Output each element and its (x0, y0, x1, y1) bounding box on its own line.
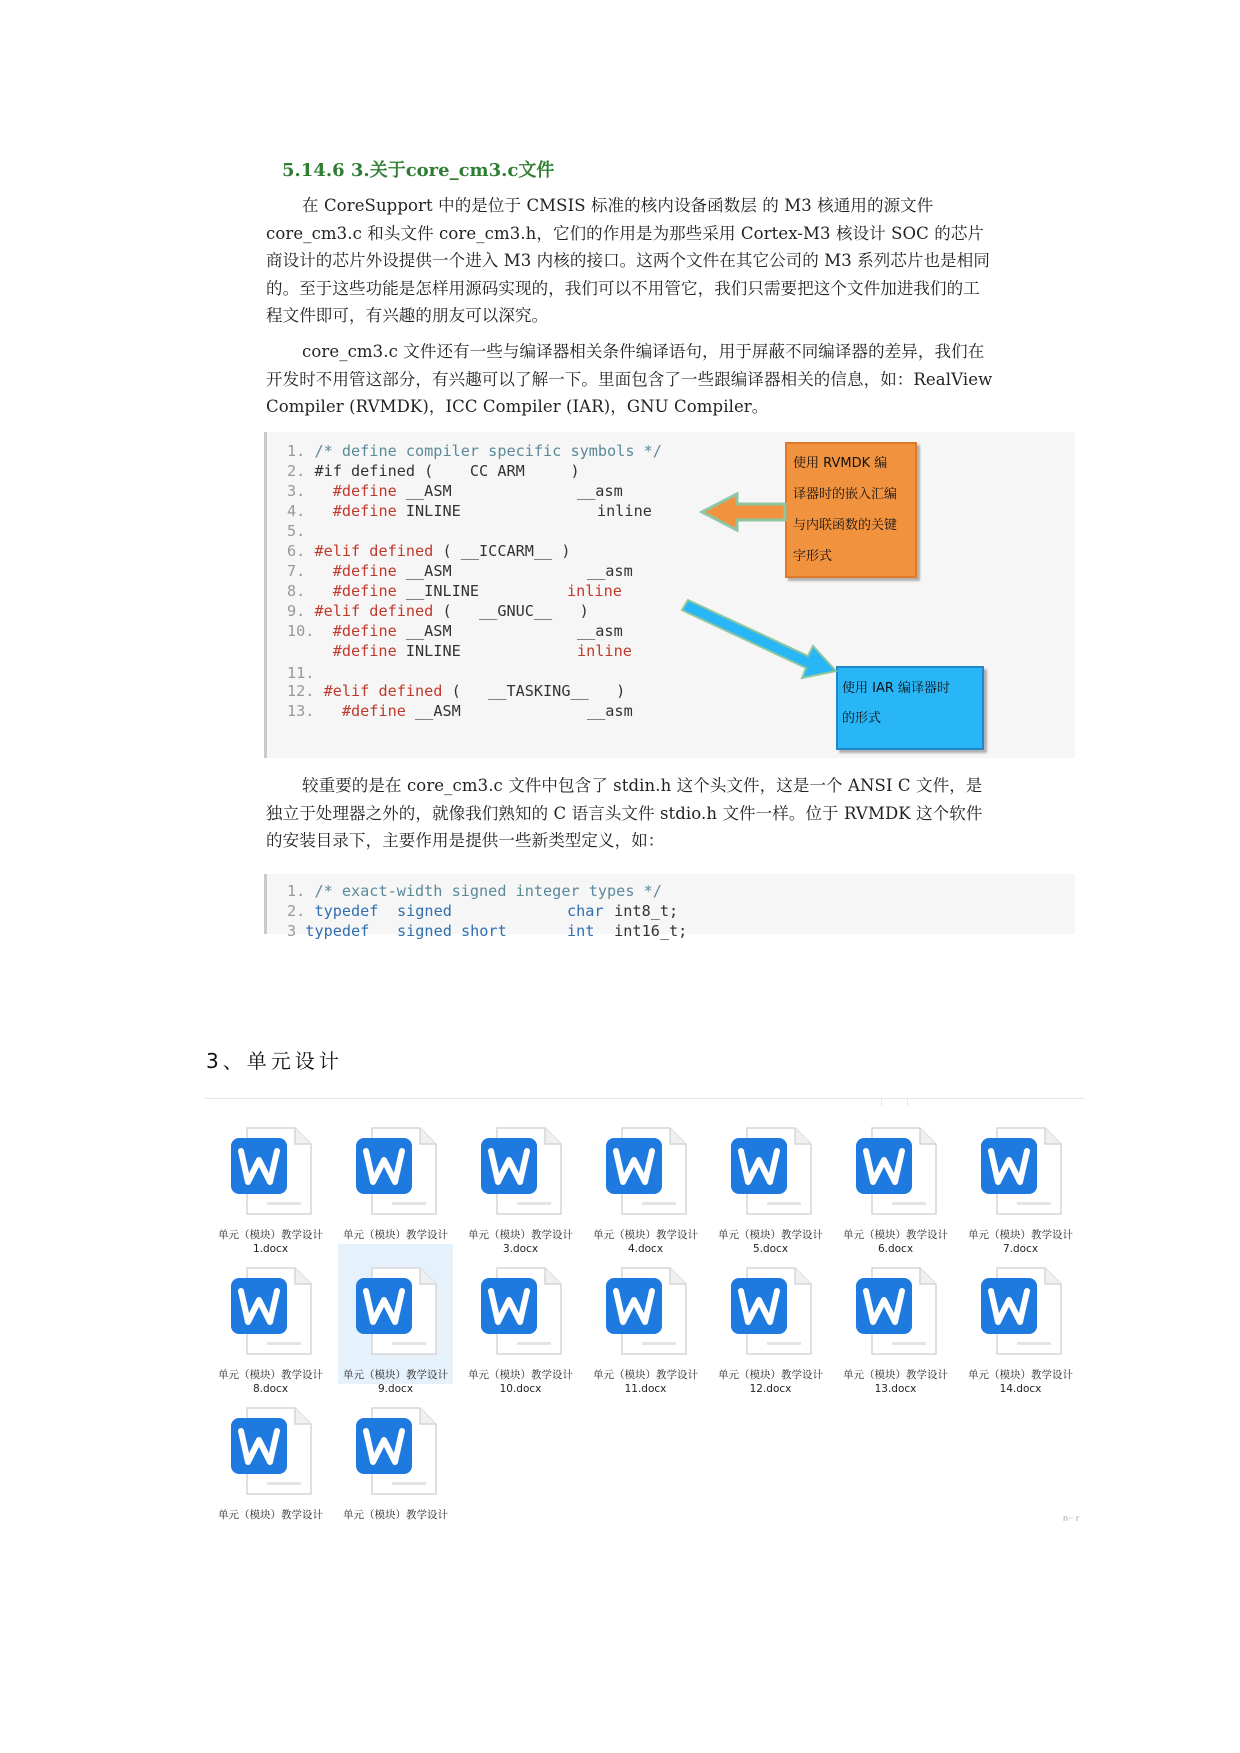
file-item[interactable] (838, 1104, 953, 1255)
wps-writer-doc-icon (227, 1124, 317, 1220)
wps-writer-doc-icon (727, 1124, 817, 1220)
file-item[interactable] (463, 1104, 578, 1255)
file-name: 单元（模块）教学设计 4.docx (593, 1229, 698, 1255)
file-item[interactable] (588, 1244, 703, 1395)
wps-writer-doc-icon (977, 1264, 1067, 1360)
file-name: 单元（模块）教学设计 3.docx (468, 1229, 573, 1255)
file-name: 单元（模块）教学设计 5.docx (718, 1229, 823, 1255)
corner-mark: n·· r (1063, 1514, 1079, 1523)
file-name: 单元（模块）教学设计 12.docx (718, 1369, 823, 1395)
document-screenshot (262, 150, 1077, 940)
file-item[interactable] (463, 1244, 578, 1395)
file-name: 单元（模块）教学设计 7.docx (968, 1229, 1073, 1255)
code-line: 4. #define INLINE inline (287, 502, 652, 520)
wps-writer-doc-icon (352, 1124, 442, 1220)
wps-writer-doc-icon (602, 1264, 692, 1360)
code-line: 13. #define __ASM __asm (287, 702, 633, 720)
file-item[interactable] (838, 1244, 953, 1395)
wps-writer-doc-icon (727, 1264, 817, 1360)
wps-writer-doc-icon (852, 1124, 942, 1220)
file-name: 单元（模块）教学设计 (343, 1509, 448, 1521)
file-name: 单元（模块）教学设计 14.docx (968, 1369, 1073, 1395)
file-name: 单元（模块）教学设计 (343, 1229, 448, 1241)
paragraph: 在 CoreSupport 中的是位于 CMSIS 标准的核内设备函数层 的 M3 核通用的源文件 core_cm3.c 和头文件 core_cm3.h，它们的作用是为那些采用 Cortex-M3 核设计 SOC 的芯片商设计的芯片外设提供一个进入 M3 内核的接口。这两个文件在其它公司的 M3 系列芯片也是相同的。至于这些功能是怎样用源码实现的，我们可以不用管它，我们只需要把这个文件加进我们的工程文件即可，有兴趣的朋友可以深究。 (266, 196, 990, 325)
code-line: 1. /* exact-width signed integer types */ (287, 882, 662, 900)
code-line: 9. #elif defined ( __GNUC__ ) (287, 602, 589, 620)
file-item[interactable] (213, 1384, 328, 1524)
code-block (264, 874, 1075, 940)
code-line: #define INLINE inline (287, 642, 632, 660)
wps-writer-doc-icon (352, 1404, 442, 1500)
section-heading: 5.14.6 3.关于core_cm3.c文件 (282, 160, 555, 181)
code-line: 2. typedef signed char int8_t; (287, 902, 679, 920)
code-line: 1. /* define compiler specific symbols */ (287, 442, 662, 460)
wps-writer-doc-icon (352, 1264, 442, 1360)
callout-rvmdk: 使用 RVMDK 编 译器时的嵌入汇编 与内联函数的关键 字形式 (785, 442, 917, 578)
file-name: 单元（模块）教学设计 6.docx (843, 1229, 948, 1255)
wps-writer-doc-icon (227, 1264, 317, 1360)
file-name: 单元（模块）教学设计 (218, 1509, 323, 1521)
wps-writer-doc-icon (852, 1264, 942, 1360)
code-line: 6. #elif defined ( __ICCARM__ ) (287, 542, 571, 560)
file-item[interactable] (338, 1244, 453, 1395)
wps-writer-doc-icon (477, 1124, 567, 1220)
code-line: 2. #if defined ( CC ARM ) (287, 462, 580, 480)
code-line: 11. (287, 664, 315, 682)
code-line: 7. #define __ASM __asm (287, 562, 633, 580)
file-item[interactable] (213, 1104, 328, 1255)
file-name: 单元（模块）教学设计 1.docx (218, 1229, 323, 1255)
wps-writer-doc-icon (602, 1124, 692, 1220)
file-item[interactable] (963, 1244, 1078, 1395)
wps-writer-doc-icon (227, 1404, 317, 1500)
file-explorer-screenshot (205, 1098, 1085, 1523)
file-item[interactable] (338, 1384, 453, 1524)
file-item[interactable] (713, 1244, 828, 1395)
file-name: 单元（模块）教学设计 10.docx (468, 1369, 573, 1395)
divider (205, 1098, 1085, 1099)
code-line: 5. (287, 522, 306, 540)
paragraph: core_cm3.c 文件还有一些与编译器相关条件编译语句，用于屏蔽不同编译器的差异，我们在开发时不用管这部分，有兴趣可以了解一下。里面包含了一些跟编译器相关的信息，如：RealView Compiler (RVMDK)，ICC Compiler (IAR)，GNU Compiler。 (266, 342, 993, 416)
file-item[interactable] (338, 1104, 453, 1244)
section-title: 3、单元设计 (206, 1049, 343, 1073)
callout-iar: 使用 IAR 编译器时 的形式 (836, 666, 984, 750)
file-item[interactable] (588, 1104, 703, 1255)
code-line: 8. #define __INLINE inline (287, 582, 622, 600)
file-item[interactable] (213, 1244, 328, 1395)
code-line: 3 typedef signed short int int16_t; (287, 922, 688, 940)
wps-writer-doc-icon (477, 1264, 567, 1360)
file-name: 单元（模块）教学设计 11.docx (593, 1369, 698, 1395)
file-name: 单元（模块）教学设计 8.docx (218, 1369, 323, 1395)
file-name: 单元（模块）教学设计 13.docx (843, 1369, 948, 1395)
file-name: 单元（模块）教学设计 9.docx (343, 1369, 448, 1395)
wps-writer-doc-icon (977, 1124, 1067, 1220)
file-item[interactable] (713, 1104, 828, 1255)
code-line: 12. #elif defined ( __TASKING__ ) (287, 682, 626, 700)
paragraph: 较重要的是在 core_cm3.c 文件中包含了 stdin.h 这个头文件，这是一个 ANSI C 文件，是独立于处理器之外的，就像我们熟知的 C 语言头文件 stdio.h 文件一样。位于 RVMDK 这个软件的安装目录下，主要作用是提供一些新类型定义，如： (266, 776, 983, 850)
file-item[interactable] (963, 1104, 1078, 1255)
code-line: 10. #define __ASM __asm (287, 622, 623, 640)
code-line: 3. #define __ASM __asm (287, 482, 623, 500)
